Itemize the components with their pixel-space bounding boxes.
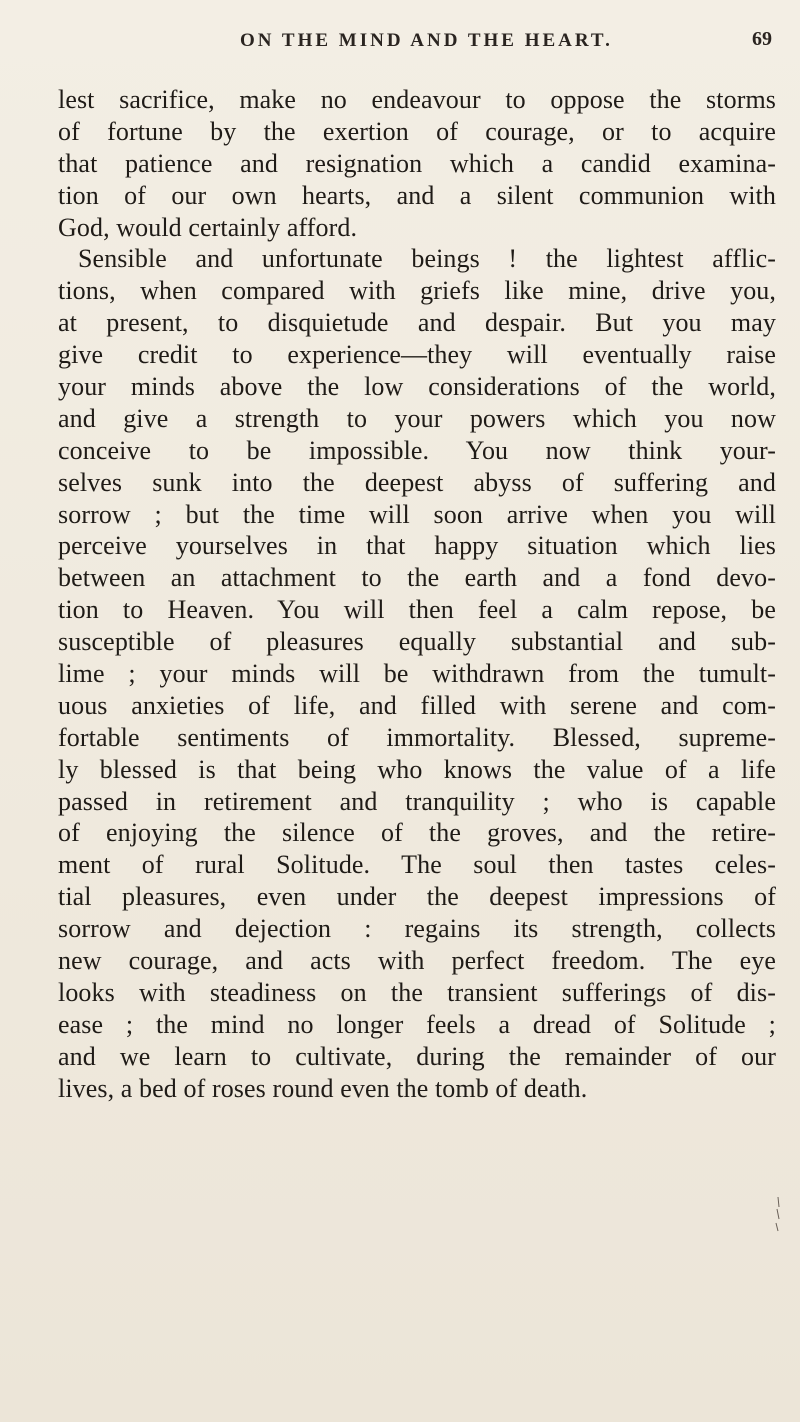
text-line: ly blessed is that being who knows the value of a life — [58, 754, 776, 784]
text-line: between an attachment to the earth and a fond devo- — [58, 563, 776, 593]
text-line: lives, a bed of roses round even the tomb of death. — [58, 1073, 588, 1103]
text-line: and we learn to cultivate, during the remainder of our — [58, 1041, 776, 1071]
text-line: ment of rural Solitude. The soul then tastes celes- — [58, 850, 776, 880]
page-number: 69 — [752, 28, 772, 50]
text-line: your minds above the low considerations of the world, — [58, 372, 776, 402]
text-line: new courage, and acts with perfect freedom. The eye — [58, 946, 776, 976]
text-line: selves sunk into the deepest abyss of suffering and — [58, 467, 776, 497]
text-line: tial pleasures, even under the deepest impressions of — [58, 882, 776, 912]
text-line: perceive yourselves in that happy situation which lies — [58, 531, 776, 561]
text-line: looks with steadiness on the transient sufferings of dis- — [58, 977, 776, 1007]
text-line: give credit to experience—they will eventually raise — [58, 340, 776, 370]
text-line: of fortune by the exertion of courage, or to acquire — [58, 116, 776, 146]
text-line: sorrow ; but the time will soon arrive when you will — [58, 499, 776, 529]
body-text — [58, 84, 776, 1105]
running-head: ON THE MIND AND THE HEART. — [240, 30, 613, 51]
text-line: uous anxieties of life, and filled with serene and com- — [58, 690, 776, 720]
text-line: and give a strength to your powers which you now — [58, 403, 776, 433]
text-line: Sensible and unfortunate beings ! the lightest afflic- — [78, 244, 776, 274]
text-line: tion to Heaven. You will then feel a calm repose, be — [58, 595, 776, 625]
text-line: passed in retirement and tranquility ; who is capable — [58, 786, 776, 816]
text-line: ease ; the mind no longer feels a dread of Solitude ; — [58, 1009, 776, 1039]
text-line: sorrow and dejection : regains its strength, collects — [58, 914, 776, 944]
text-line: tions, when compared with griefs like mine, drive you, — [58, 276, 776, 306]
text-line: lest sacrifice, make no endeavour to oppose the storms — [58, 85, 776, 114]
ink-smudge-mark — [772, 1195, 782, 1235]
text-line: that patience and resignation which a candid examina- — [58, 148, 776, 178]
ink-smudge-icon — [772, 1195, 782, 1235]
text-line: lime ; your minds will be withdrawn from the tumult- — [58, 659, 776, 689]
text-line: conceive to be impossible. You now think your- — [58, 435, 776, 465]
text-line: tion of our own hearts, and a silent communion with — [58, 180, 776, 210]
text-line: God, would certainly afford. — [58, 212, 358, 242]
text-line: fortable sentiments of immortality. Blessed, supreme- — [58, 722, 776, 752]
text-line: susceptible of pleasures equally substantial and sub- — [58, 627, 776, 657]
text-line: at present, to disquietude and despair. But you may — [58, 308, 776, 338]
text-line: of enjoying the silence of the groves, and the retire- — [58, 818, 776, 848]
